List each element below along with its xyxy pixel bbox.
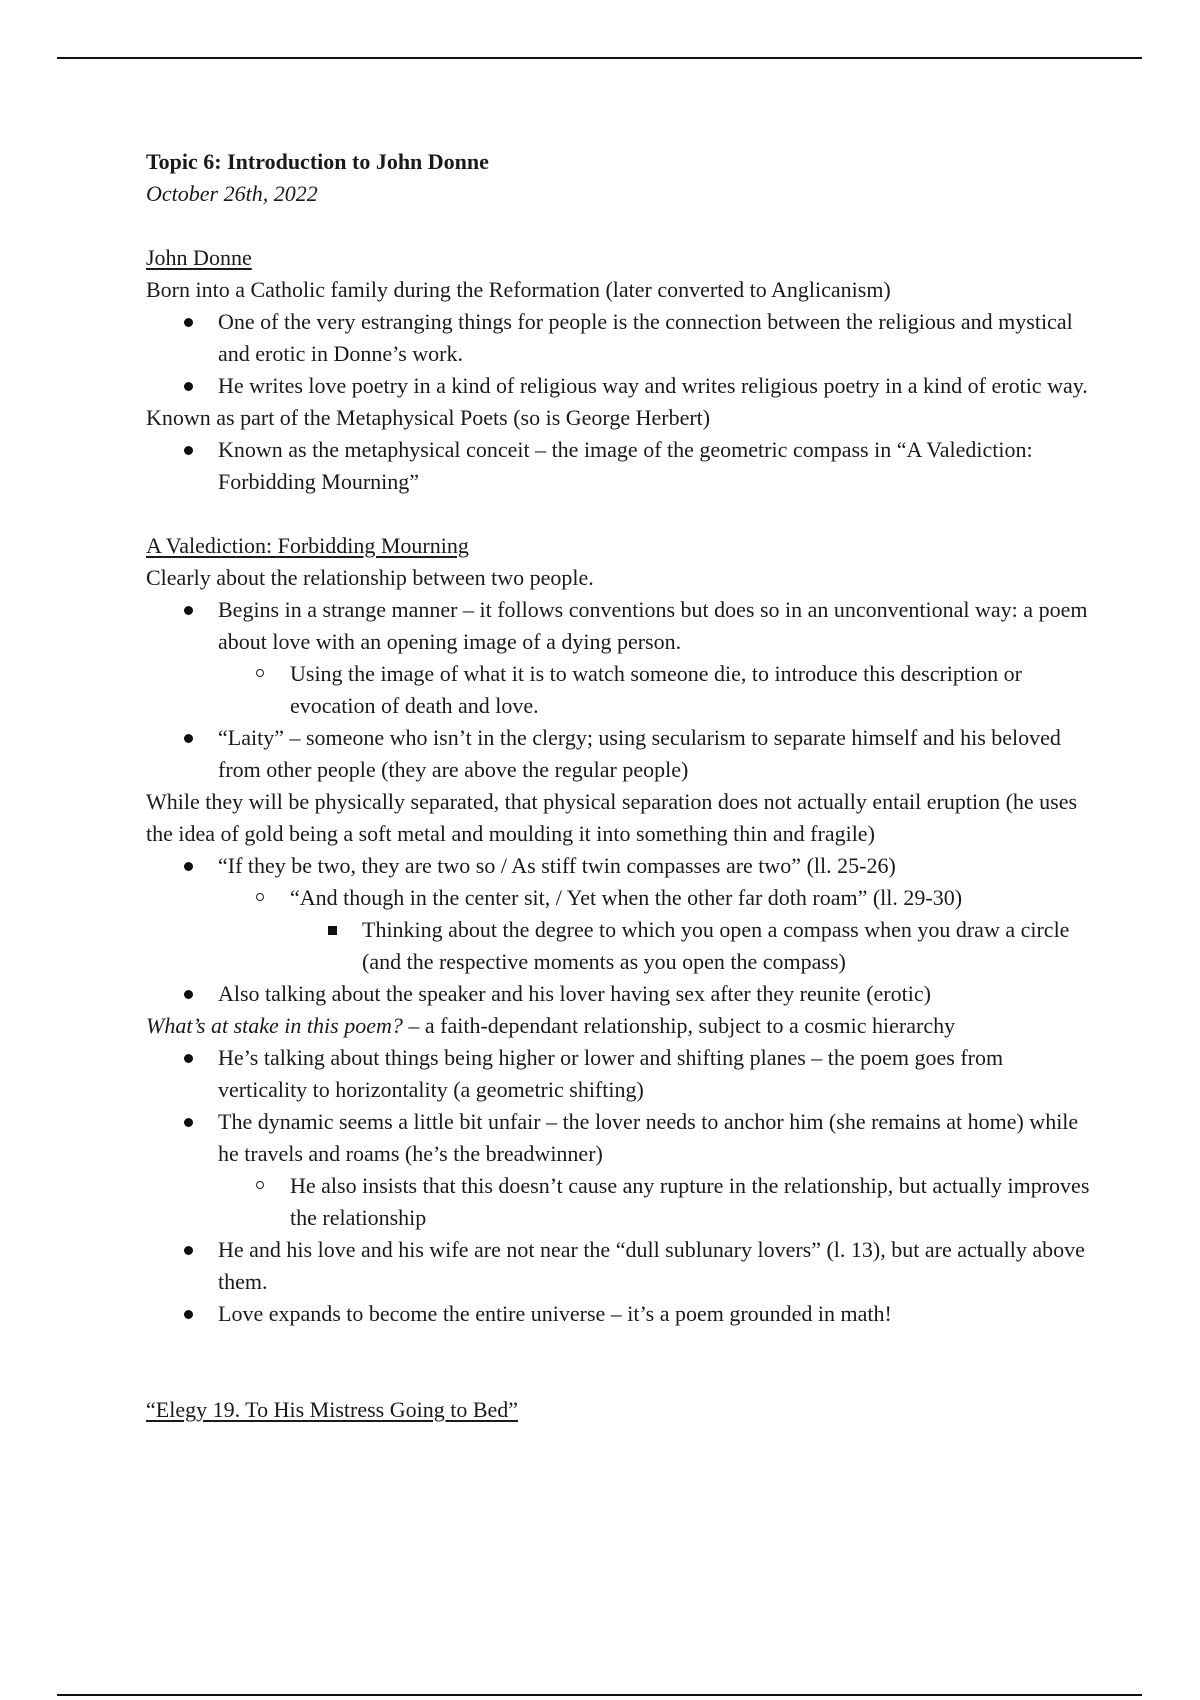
- bullet-list: [146, 306, 1096, 402]
- bullet-list: [146, 1042, 1096, 1170]
- bullet-list: [146, 434, 1096, 498]
- bullet-icon: [184, 1054, 193, 1063]
- list-item: Known as the metaphysical conceit – the image of the geometric compass in “A Valediction: Forbidding Mourning”: [146, 434, 1096, 498]
- list-item: Thinking about the degree to which you open a compass when you draw a circle (and the respective moments as you open the compass): [146, 914, 1096, 978]
- bullet-icon: [184, 606, 193, 615]
- bullet-list: [146, 850, 1096, 882]
- sub-bullet-list: [146, 658, 1096, 722]
- section-heading-elegy: “Elegy 19. To His Mistress Going to Bed”: [146, 1397, 519, 1422]
- bullet-list: [146, 722, 1096, 786]
- spacer: [146, 1330, 1096, 1394]
- page-date: October 26th, 2022: [146, 181, 318, 206]
- bullet-icon: [184, 734, 193, 743]
- paragraph: Clearly about the relationship between two people.: [146, 565, 594, 590]
- bullet-icon: [184, 990, 193, 999]
- list-item: Also talking about the speaker and his lover having sex after they reunite (erotic): [146, 978, 1096, 1010]
- list-item: He’s talking about things being higher or lower and shifting planes – the poem goes from verticality to horizontality (a geometric shifting): [146, 1042, 1096, 1106]
- spacer: [146, 210, 1096, 242]
- bullet-icon: [184, 1246, 193, 1255]
- bullet-icon: [184, 318, 193, 327]
- paragraph: While they will be physically separated, that physical separation does not actually entail eruption (he uses the idea of gold being a soft metal and moulding it into something thin and fragile): [146, 789, 1078, 846]
- section-heading-john-donne: John Donne: [146, 245, 252, 270]
- bullet-list: [146, 1234, 1096, 1330]
- bullet-icon: [184, 1310, 193, 1319]
- bullet-list: [146, 594, 1096, 658]
- bullet-icon: [184, 446, 193, 455]
- bullet-icon: [184, 382, 193, 391]
- list-item: Love expands to become the entire universe – it’s a poem grounded in math!: [146, 1298, 1096, 1330]
- sub-sub-bullet-list: [146, 914, 1096, 978]
- paragraph: Born into a Catholic family during the Reformation (later converted to Anglicanism): [146, 277, 891, 302]
- list-item: He and his love and his wife are not near the “dull sublunary lovers” (l. 13), but are actually above them.: [146, 1234, 1096, 1298]
- section-heading-valediction: A Valediction: Forbidding Mourning: [146, 533, 469, 558]
- spacer: [146, 498, 1096, 530]
- list-item: The dynamic seems a little bit unfair – the lover needs to anchor him (she remains at home) while he travels and roams (he’s the breadwinner): [146, 1106, 1096, 1170]
- bottom-divider: [57, 1694, 1142, 1696]
- document-body: [146, 146, 1096, 1426]
- list-item: Using the image of what it is to watch someone die, to introduce this description or evocation of death and love.: [146, 658, 1096, 722]
- hollow-bullet-icon: [256, 893, 264, 901]
- top-divider: [57, 57, 1142, 59]
- list-item: He writes love poetry in a kind of religious way and writes religious poetry in a kind of erotic way.: [146, 370, 1096, 402]
- page-title: Topic 6: Introduction to John Donne: [146, 149, 489, 174]
- hollow-bullet-icon: [256, 669, 264, 677]
- list-item: He also insists that this doesn’t cause any rupture in the relationship, but actually improves the relationship: [146, 1170, 1096, 1234]
- list-item: Begins in a strange manner – it follows conventions but does so in an unconventional way: a poem about love with an opening image of a dying person.: [146, 594, 1096, 658]
- list-item: “If they be two, they are two so / As stiff twin compasses are two” (ll. 25-26): [146, 850, 1096, 882]
- hollow-bullet-icon: [256, 1181, 264, 1189]
- sub-bullet-list: [146, 1170, 1096, 1234]
- bullet-list: [146, 978, 1096, 1010]
- sub-bullet-list: [146, 882, 1096, 914]
- bullet-icon: [184, 1118, 193, 1127]
- list-item: “Laity” – someone who isn’t in the clergy; using secularism to separate himself and his beloved from other people (they are above the regular people): [146, 722, 1096, 786]
- square-bullet-icon: [328, 926, 337, 935]
- paragraph: What’s at stake in this poem? – a faith-dependant relationship, subject to a cosmic hierarchy: [146, 1013, 956, 1038]
- list-item: “And though in the center sit, / Yet when the other far doth roam” (ll. 29-30): [146, 882, 1096, 914]
- bullet-icon: [184, 862, 193, 871]
- paragraph: Known as part of the Metaphysical Poets (so is George Herbert): [146, 405, 711, 430]
- list-item: One of the very estranging things for people is the connection between the religious and mystical and erotic in Donne’s work.: [146, 306, 1096, 370]
